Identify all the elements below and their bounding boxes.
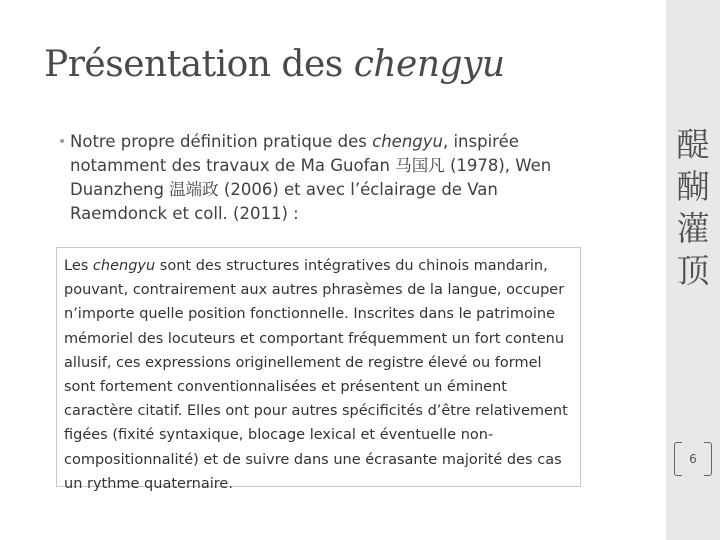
page-number-badge (672, 442, 714, 476)
vertical-chinese-text (672, 124, 714, 292)
page-number: 6 (689, 452, 697, 466)
left-bracket-icon (674, 442, 682, 476)
bullet-icon: • (58, 134, 67, 150)
right-bracket-icon (704, 442, 712, 476)
slide-title (44, 44, 505, 85)
bullet-text-italic: chengyu (372, 132, 443, 151)
vertical-char: 醐 (676, 167, 710, 206)
title-main: Présentation des (44, 44, 343, 85)
definition-part1: Les (64, 258, 89, 274)
title-italic: chengyu (353, 44, 505, 85)
vertical-char: 顶 (676, 251, 710, 290)
bullet-text-part1: Notre propre définition pratique des (70, 132, 367, 151)
bullet-text (70, 130, 596, 226)
vertical-char: 醍 (676, 125, 710, 164)
bullet-text-part2: , inspirée notamment des travaux de Ma Guofan 马国凡 (1978), Wen Duanzheng 温端政 (2006) et avec l’éclairage de Van Raemdonck et coll. (2011) : (70, 132, 552, 223)
bullet-point (48, 130, 596, 226)
definition-italic: chengyu (92, 258, 156, 274)
definition-part2: sont des structures intégratives du chinois mandarin, pouvant, contrairement aux autres phrasèmes de la langue, occuper n’importe quelle position fonctionnelle. Inscrites dans le patrimoine mémoriel des locuteurs et comportant fréquemment un fort contenu allusif, ces expressions originellement de registre élevé ou formel sont fortement conventionnalisées et présentent un éminent caractère citatif. Elles ont pour autres spécificités d’être relativement figées (fixité syntaxique, blocage lexical et éventuelle non-compositionnalité) et de suivre dans une écrasante majorité des cas un rythme quaternaire. (64, 258, 568, 492)
definition-box (56, 247, 581, 492)
vertical-char: 灌 (676, 209, 710, 248)
